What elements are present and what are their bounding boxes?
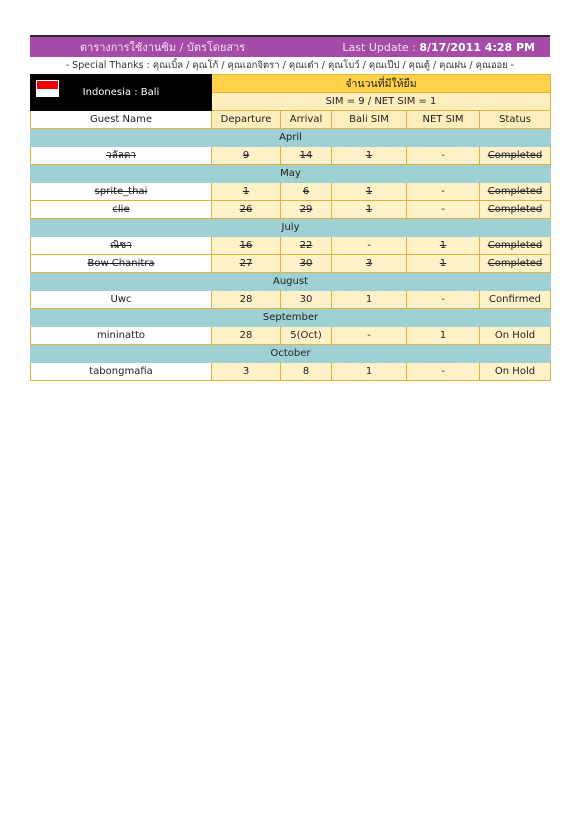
sim-schedule-sheet: [30, 35, 550, 381]
bali-sim-td: [332, 147, 407, 165]
month-band: [31, 219, 551, 237]
bali-sim-cell: 3: [365, 258, 373, 269]
status-cell: Completed: [487, 204, 543, 215]
month-band: [31, 129, 551, 147]
bali-sim-td: [332, 327, 407, 345]
guest-name-td: [31, 291, 212, 309]
departure-cell: 27: [239, 258, 253, 269]
last-update: [342, 41, 535, 54]
net-sim-cell: -: [441, 366, 445, 377]
arrival-td: [281, 363, 332, 381]
net-sim-td: [407, 291, 480, 309]
bali-sim-cell: 1: [365, 204, 373, 215]
bali-sim-cell: 1: [365, 150, 373, 161]
guest-name-td: [31, 255, 212, 273]
arrival-cell: 5(Oct): [290, 330, 322, 341]
status-cell: Completed: [487, 258, 543, 269]
guest-name-cell: tabongmafia: [89, 366, 153, 377]
month-band: [31, 273, 551, 291]
departure-td: [212, 201, 281, 219]
bali-sim-cell: 1: [365, 294, 373, 305]
table-row: [31, 255, 551, 273]
table-row: [31, 183, 551, 201]
status-td: [480, 327, 551, 345]
bali-sim-cell: 1: [365, 366, 373, 377]
arrival-td: [281, 327, 332, 345]
guest-name-td: [31, 327, 212, 345]
month-band: [31, 309, 551, 327]
departure-td: [212, 363, 281, 381]
departure-cell: 28: [239, 294, 253, 305]
guest-name-td: [31, 363, 212, 381]
guest-name-cell: mininatto: [96, 330, 146, 341]
col-guest-name: Guest Name: [31, 111, 212, 129]
col-departure: Departure: [212, 111, 281, 129]
col-bali-sim: Bali SIM: [332, 111, 407, 129]
departure-td: [212, 183, 281, 201]
sim-available-header: จำนวนที่มีให้ยืม: [212, 75, 551, 93]
month-label: October: [31, 345, 551, 363]
guest-name-td: [31, 183, 212, 201]
bali-sim-cell: -: [367, 240, 371, 251]
net-sim-cell: -: [441, 186, 445, 197]
net-sim-cell: -: [441, 150, 445, 161]
guest-name-cell: clie: [112, 204, 130, 215]
col-net-sim: NET SIM: [407, 111, 480, 129]
table-row: [31, 201, 551, 219]
departure-cell: 16: [239, 240, 253, 251]
bali-sim-cell: -: [367, 330, 371, 341]
net-sim-td: [407, 147, 480, 165]
page-title: ตารางการใช้งานซิม / บัตรโดยสาร: [80, 41, 246, 54]
status-cell: Confirmed: [489, 294, 541, 305]
status-cell: Completed: [487, 150, 543, 161]
arrival-cell: 8: [302, 366, 310, 377]
status-td: [480, 363, 551, 381]
arrival-cell: 30: [299, 258, 313, 269]
table-row: [31, 363, 551, 381]
status-td: [480, 147, 551, 165]
departure-td: [212, 147, 281, 165]
arrival-cell: 14: [299, 150, 313, 161]
bali-sim-td: [332, 201, 407, 219]
guest-name-cell: วลัลดา: [106, 150, 136, 161]
status-cell: Completed: [487, 186, 543, 197]
guest-name-cell: Uwc: [110, 294, 132, 305]
table-row: [31, 147, 551, 165]
guest-name-td: [31, 201, 212, 219]
table-row: [31, 237, 551, 255]
month-label: September: [31, 309, 551, 327]
departure-td: [212, 327, 281, 345]
arrival-cell: 30: [299, 294, 313, 305]
departure-td: [212, 255, 281, 273]
arrival-td: [281, 183, 332, 201]
net-sim-td: [407, 327, 480, 345]
net-sim-cell: -: [441, 204, 445, 215]
table-row: [31, 327, 551, 345]
bali-sim-cell: 1: [365, 186, 373, 197]
special-thanks: - Special Thanks : คุณเบิ้ล / คุณโก้ / คุณเอกจิตรา / คุณเต๋า / คุณโบว์ / คุณเป๊ป / คุณตู้ / คุณฝน / คุณออย -: [65, 60, 515, 71]
net-sim-td: [407, 183, 480, 201]
table-row: [31, 291, 551, 309]
arrival-td: [281, 147, 332, 165]
last-update-value: 8/17/2011 4:28 PM: [419, 40, 535, 54]
departure-td: [212, 237, 281, 255]
last-update-label: Last Update :: [342, 40, 416, 54]
arrival-cell: 22: [299, 240, 313, 251]
month-label: August: [31, 273, 551, 291]
month-band: [31, 345, 551, 363]
col-status: Status: [480, 111, 551, 129]
status-td: [480, 237, 551, 255]
bali-sim-td: [332, 237, 407, 255]
departure-td: [212, 291, 281, 309]
departure-cell: 28: [239, 330, 253, 341]
month-label: April: [31, 129, 551, 147]
status-cell: On Hold: [494, 330, 536, 341]
bali-sim-td: [332, 255, 407, 273]
net-sim-cell: 1: [439, 330, 447, 341]
destination-cell: [31, 75, 212, 111]
arrival-td: [281, 237, 332, 255]
arrival-td: [281, 291, 332, 309]
status-td: [480, 201, 551, 219]
sim-counts: SIM = 9 / NET SIM = 1: [212, 93, 551, 111]
title-bar: [30, 35, 550, 57]
status-td: [480, 183, 551, 201]
net-sim-td: [407, 237, 480, 255]
arrival-cell: 29: [299, 204, 313, 215]
arrival-cell: 6: [302, 186, 310, 197]
guest-name-cell: sprite_thai: [94, 186, 148, 197]
month-band: [31, 165, 551, 183]
net-sim-cell: 1: [439, 258, 447, 269]
guest-name-cell: ณิชา: [110, 240, 132, 251]
net-sim-td: [407, 201, 480, 219]
guest-name-td: [31, 237, 212, 255]
bali-sim-td: [332, 291, 407, 309]
month-label: July: [31, 219, 551, 237]
net-sim-td: [407, 255, 480, 273]
bali-sim-td: [332, 363, 407, 381]
net-sim-td: [407, 363, 480, 381]
guest-name-cell: Bow Chanitra: [87, 258, 155, 269]
net-sim-cell: -: [441, 294, 445, 305]
status-cell: Completed: [487, 240, 543, 251]
col-arrival: Arrival: [281, 111, 332, 129]
month-label: May: [31, 165, 551, 183]
departure-cell: 26: [239, 204, 253, 215]
departure-cell: 1: [242, 186, 250, 197]
column-header-row: [31, 111, 551, 129]
status-cell: On Hold: [494, 366, 536, 377]
schedule-table: [30, 74, 551, 381]
destination-label: Indonesia : Bali: [82, 87, 160, 98]
net-sim-cell: 1: [439, 240, 447, 251]
arrival-td: [281, 255, 332, 273]
departure-cell: 3: [242, 366, 250, 377]
status-td: [480, 291, 551, 309]
indonesia-flag-icon: [36, 80, 59, 97]
bali-sim-td: [332, 183, 407, 201]
departure-cell: 9: [242, 150, 250, 161]
guest-name-td: [31, 147, 212, 165]
status-td: [480, 255, 551, 273]
arrival-td: [281, 201, 332, 219]
